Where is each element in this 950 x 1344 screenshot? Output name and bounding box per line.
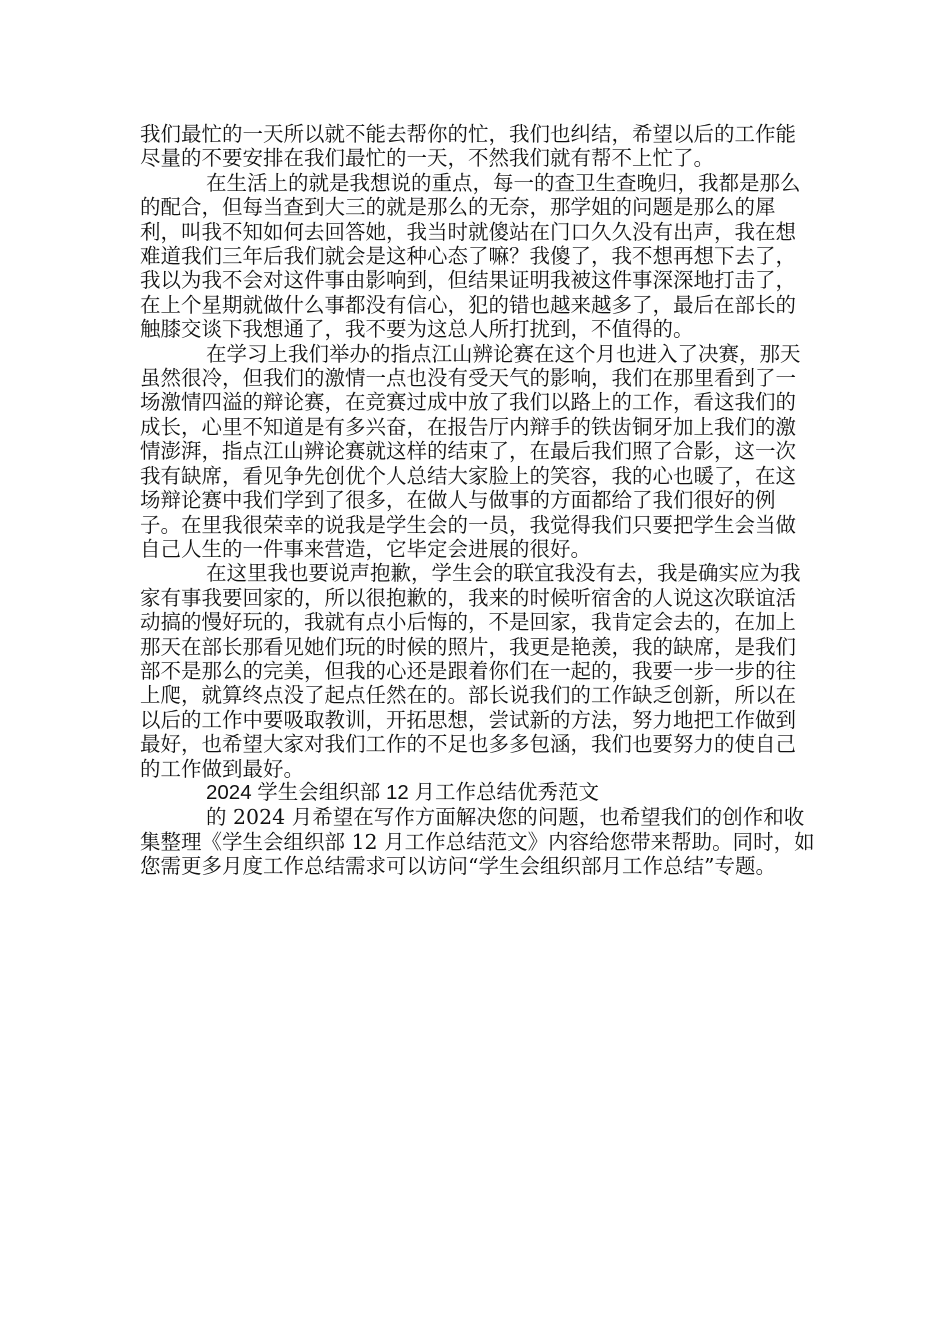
document-body	[140, 122, 815, 879]
section-heading: 2024 学生会组织部 12 月工作总结优秀范文	[206, 780, 599, 804]
paragraph-busy-day: 我们最忙的一天所以就不能去帮你的忙，我们也纠结，希望以后的工作能尽量的不要安排在我们最忙的一天，不然我们就有帮不上忙了。	[140, 122, 796, 171]
paragraph-study-debate: 在学习上我们举办的指点江山辨论赛在这个月也进入了决赛，那天虽然很冷，但我们的激情一点也没有受天气的影响，我们在那里看到了一场激情四溢的辩论赛，在竞赛过成中放了我们以路上的工作，看这我们的成长，心里不知道是有多兴奋，在报告厅内辩手的铁齿铜牙加上我们的激情澎湃，指点江山辨论赛就这样的结束了，在最后我们照了合影，这一次我有缺席，看见争先创优个人总结大家脸上的笑容，我的心也暖了，在这场辩论赛中我们学到了很多，在做人与做事的方面都给了我们很好的例子。在里我很荣幸的说我是学生会的一员，我觉得我们只要把学生会当做自己人生的一件事来营造，它毕定会进展的很好。	[140, 341, 801, 561]
paragraph-life: 在生活上的就是我想说的重点，每一的查卫生查晚归，我都是那么的配合，但每当查到大三的就是那么的无奈，那学姐的问题是那么的犀利，叫我不知如何去回答她，我当时就傻站在门口久久没有出声，我在想难道我们三年后我们就会是这种心态了嘛？我傻了，我不想再想下去了，我以为我不会对这件事由影响到，但结果证明我被这件事深深地打击了，在上个星期就做什么事都没有信心，犯的错也越来越多了，最后在部长的触膝交谈下我想通了，我不要为这总人所打扰到，不值得的。	[140, 170, 801, 342]
closing-paragraph: 的 2024 月希望在写作方面解决您的问题，也希望我们的创作和收集整理《学生会组织部 12 月工作总结范文》内容给您带来帮助。同时，如您需更多月度工作总结需求可以访问“学生会组织部月工作总结”专题。	[140, 805, 815, 879]
paragraph-apology: 在这里我也要说声抱歉，学生会的联宜我没有去，我是确实应为我家有事我要回家的，所以很抱歉的，我来的时候听宿舍的人说这次联谊活动搞的慢好玩的，我就有点小后悔的，不是回家，我肯定会去的，在加上那天在部长那看见她们玩的时候的照片，我更是艳羡，我的缺席，是我们部不是那么的完美，但我的心还是跟着你们在一起的，我要一步一步的往上爬，就算终点没了起点任然在的。部长说我们的工作缺乏创新，所以在以后的工作中要吸取教训，开拓思想，尝试新的方法，努力地把工作做到最好，也希望大家对我们工作的不足也多多包涵，我们也要努力的使自己的工作做到最好。	[140, 561, 801, 781]
